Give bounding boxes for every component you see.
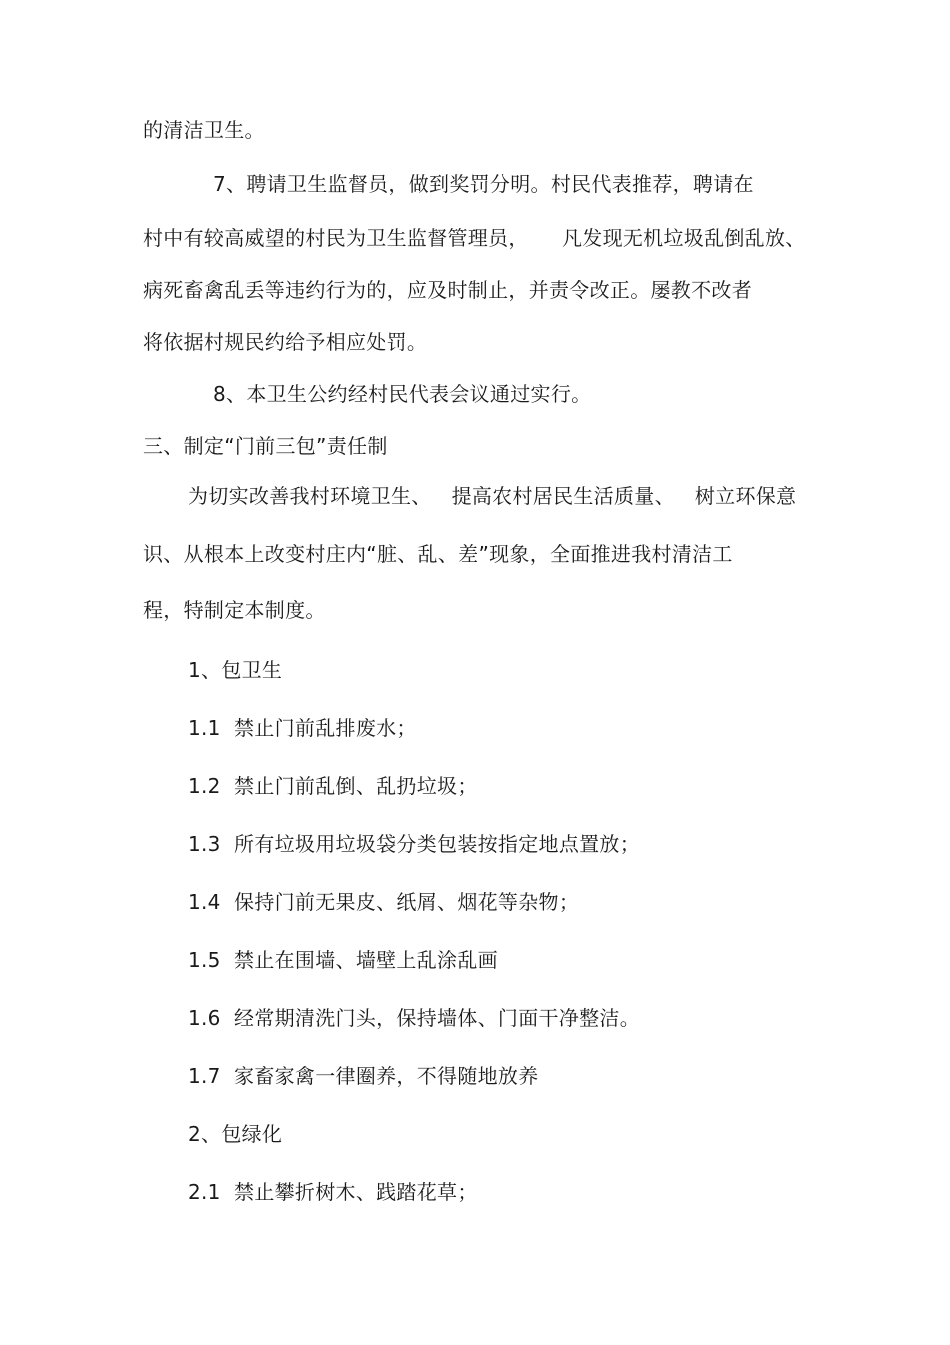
text-line-intro-cont-1: 识、从根本上改变村庄内“脏、乱、差”现象，全面推进我村清洁工 [143,542,733,566]
subheading-greening: 2、包绿化 [188,1122,283,1146]
list-item-1-7: 1.7 家畜家禽一律圈养，不得随地放养 [188,1064,539,1088]
text-line-item-7-cont-3: 将依据村规民约给予相应处罚。 [143,330,428,354]
text-line-intro: 为切实改善我村环境卫生、 提高农村居民生活质量、 树立环保意 [188,484,797,508]
list-item-1-4: 1.4 保持门前无果皮、纸屑、烟花等杂物； [188,890,580,914]
text-line-intro-cont-2: 程，特制定本制度。 [143,598,326,622]
list-item-1-2: 1.2 禁止门前乱倒、乱扔垃圾； [188,774,478,798]
section-heading-three: 三、制定“门前三包”责任制 [143,434,388,458]
list-item-1-5: 1.5 禁止在围墙、墙壁上乱涂乱画 [188,948,498,972]
list-item-1-3: 1.3 所有垃圾用垃圾袋分类包装按指定地点置放； [188,832,641,856]
list-item-2-1: 2.1 禁止攀折树木、践踏花草； [188,1180,478,1204]
list-item-1-1: 1.1 禁止门前乱排废水； [188,716,417,740]
text-line-item-7: 7、聘请卫生监督员，做到奖罚分明。村民代表推荐，聘请在 [213,172,754,196]
subheading-hygiene: 1、包卫生 [188,658,283,682]
text-line-item-7-cont-2: 病死畜禽乱丢等违约行为的，应及时制止，并责令改正。屡教不改者 [143,278,752,302]
text-line-sanitation-end: 的清洁卫生。 [143,118,265,142]
text-line-item-8: 8、本卫生公约经村民代表会议通过实行。 [213,382,592,406]
list-item-1-6: 1.6 经常期清洗门头，保持墙体、门面干净整洁。 [188,1006,641,1030]
text-line-item-7-cont-1: 村中有较高威望的村民为卫生监督管理员， 凡发现无机垃圾乱倒乱放、 [143,226,806,250]
